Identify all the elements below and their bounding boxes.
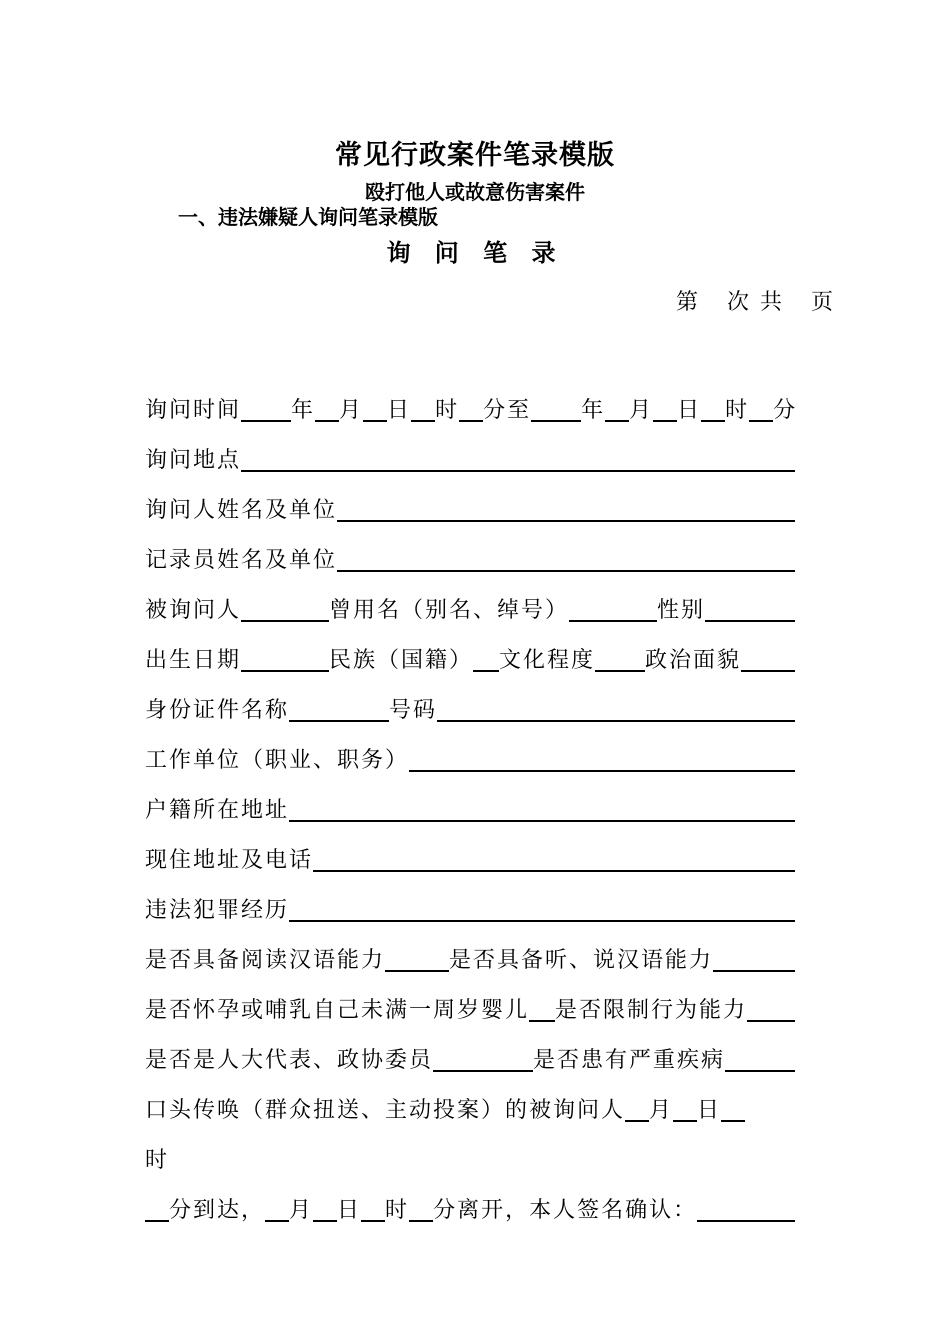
row-employer	[145, 726, 795, 776]
political-blank[interactable]	[741, 646, 795, 672]
day-label: 日	[697, 1098, 722, 1123]
reading-blank[interactable]	[385, 946, 449, 972]
disease-label: 是否患有严重疾病	[533, 1048, 726, 1073]
row-npc	[145, 1026, 795, 1076]
row-interviewer	[145, 476, 795, 526]
signature-blank[interactable]	[697, 1196, 795, 1222]
location-label: 询问地点	[145, 448, 242, 473]
employer-label: 工作单位（职业、职务）	[145, 748, 410, 773]
ethnicity-blank[interactable]	[473, 646, 499, 672]
subject-name-blank[interactable]	[241, 596, 329, 622]
birth-label: 出生日期	[145, 648, 242, 673]
hour-label: 时	[145, 1148, 170, 1173]
recorder-blank[interactable]	[337, 546, 795, 572]
main-title: 常见行政案件笔录模版	[335, 140, 615, 171]
end-hour-blank[interactable]	[701, 396, 725, 422]
household-blank[interactable]	[289, 796, 795, 822]
pregnant-blank[interactable]	[529, 996, 555, 1022]
id-number-blank[interactable]	[437, 696, 795, 722]
year-label: 年	[581, 398, 606, 423]
arrival-minute-blank[interactable]	[145, 1196, 169, 1222]
limited-label: 是否限制行为能力	[555, 998, 748, 1023]
month-label: 月	[289, 1198, 314, 1223]
row-summon-hour	[145, 1126, 795, 1176]
pregnant-label: 是否怀孕或哺乳自己未满一周岁婴儿	[145, 998, 530, 1023]
speaking-label: 是否具备听、说汉语能力	[449, 948, 714, 973]
residence-label: 现住地址及电话	[145, 848, 314, 873]
summon-label: 口头传唤（群众扭送、主动投案）的被询问人	[145, 1098, 626, 1123]
row-subject	[145, 576, 795, 626]
minute-label: 分	[773, 398, 798, 423]
npc-blank[interactable]	[433, 1046, 533, 1072]
hour-label: 时	[385, 1198, 410, 1223]
ethnicity-label: 民族（国籍）	[329, 648, 474, 673]
minute-to-label: 分至	[483, 398, 532, 423]
row-summon	[145, 1076, 795, 1126]
end-month-blank[interactable]	[605, 396, 629, 422]
disease-blank[interactable]	[725, 1046, 795, 1072]
npc-label: 是否是人大代表、政协委员	[145, 1048, 434, 1073]
start-month-blank[interactable]	[315, 396, 339, 422]
alias-label: 曾用名（别名、绰号）	[329, 598, 570, 623]
interviewer-label: 询问人姓名及单位	[145, 498, 338, 523]
leave-month-blank[interactable]	[265, 1196, 289, 1222]
year-label: 年	[291, 398, 316, 423]
leave-label: 分离开，本人签名确认：	[433, 1198, 698, 1223]
summon-day-blank[interactable]	[673, 1096, 697, 1122]
id-type-blank[interactable]	[289, 696, 389, 722]
household-label: 户籍所在地址	[145, 798, 290, 823]
employer-blank[interactable]	[409, 746, 795, 772]
summon-hour-blank[interactable]	[721, 1096, 745, 1122]
start-year-blank[interactable]	[241, 396, 291, 422]
end-minute-blank[interactable]	[749, 396, 773, 422]
month-label: 月	[649, 1098, 674, 1123]
political-label: 政治面貌	[645, 648, 742, 673]
interviewer-blank[interactable]	[337, 496, 795, 522]
row-recorder	[145, 526, 795, 576]
hour-label: 时	[725, 398, 750, 423]
section-title: 一、违法嫌疑人询问笔录模版	[178, 205, 438, 229]
education-blank[interactable]	[595, 646, 645, 672]
row-criminal-record	[145, 876, 795, 926]
end-year-blank[interactable]	[531, 396, 581, 422]
record-title: 询 问 笔 录	[386, 239, 564, 267]
birth-blank[interactable]	[241, 646, 329, 672]
page-count: 第 次 共 页	[676, 290, 835, 315]
row-language	[145, 926, 795, 976]
education-label: 文化程度	[499, 648, 596, 673]
record-label: 违法犯罪经历	[145, 898, 290, 923]
recorder-label: 记录员姓名及单位	[145, 548, 338, 573]
leave-hour-blank[interactable]	[361, 1196, 385, 1222]
month-label: 月	[629, 398, 654, 423]
day-label: 日	[677, 398, 702, 423]
row-pregnancy	[145, 976, 795, 1026]
start-minute-blank[interactable]	[459, 396, 483, 422]
row-inquiry-time	[145, 376, 835, 426]
row-arrival	[145, 1176, 795, 1226]
record-blank[interactable]	[289, 896, 795, 922]
row-location	[145, 426, 795, 476]
gender-blank[interactable]	[705, 596, 795, 622]
leave-day-blank[interactable]	[313, 1196, 337, 1222]
location-blank[interactable]	[241, 446, 795, 472]
inquiry-form	[145, 376, 835, 1226]
reading-label: 是否具备阅读汉语能力	[145, 948, 386, 973]
speaking-blank[interactable]	[713, 946, 795, 972]
row-id	[145, 676, 795, 726]
end-day-blank[interactable]	[653, 396, 677, 422]
alias-blank[interactable]	[569, 596, 657, 622]
day-label: 日	[387, 398, 412, 423]
summon-month-blank[interactable]	[625, 1096, 649, 1122]
start-day-blank[interactable]	[363, 396, 387, 422]
limited-blank[interactable]	[747, 996, 795, 1022]
id-type-label: 身份证件名称	[145, 698, 290, 723]
id-number-label: 号码	[389, 698, 438, 723]
row-residence	[145, 826, 795, 876]
start-hour-blank[interactable]	[411, 396, 435, 422]
row-birth	[145, 626, 795, 676]
row-household	[145, 776, 795, 826]
residence-blank[interactable]	[313, 846, 795, 872]
gender-label: 性别	[657, 598, 706, 623]
case-subtitle: 殴打他人或故意伤害案件	[365, 180, 585, 204]
arrival-label: 分到达，	[169, 1198, 266, 1223]
time-label: 询问时间	[145, 398, 242, 423]
hour-label: 时	[435, 398, 460, 423]
subject-label: 被询问人	[145, 598, 242, 623]
month-label: 月	[339, 398, 364, 423]
leave-minute-blank[interactable]	[409, 1196, 433, 1222]
day-label: 日	[337, 1198, 362, 1223]
